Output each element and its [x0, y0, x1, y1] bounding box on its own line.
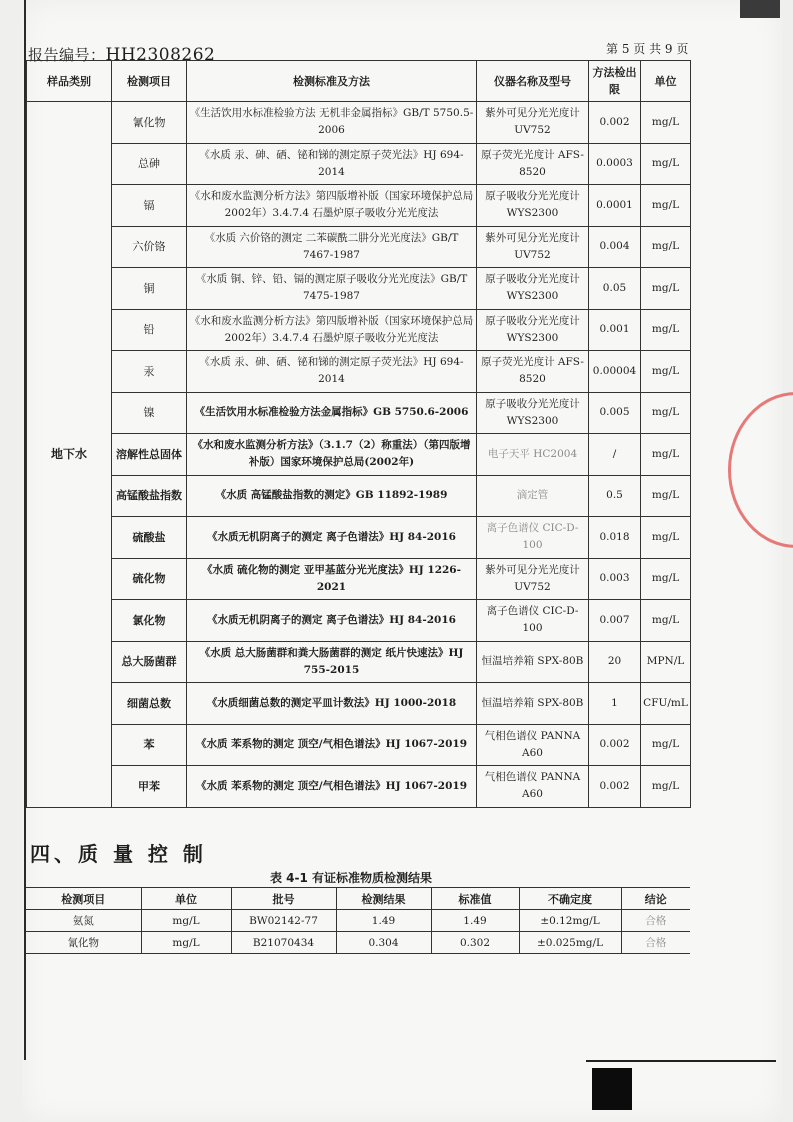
instrument-cell: 原子荧光光度计 AFS-8520 — [477, 143, 589, 185]
instrument-cell: 原子吸收分光光度计 WYS2300 — [477, 392, 589, 434]
instrument-cell: 离子色谱仪 CIC-D-100 — [477, 517, 589, 559]
detection-limit-cell: / — [589, 434, 641, 476]
instrument-cell: 紫外可见分光光度计 UV752 — [477, 226, 589, 268]
qc-col: 检测项目 — [26, 888, 141, 910]
method-row — [27, 102, 691, 144]
unit-cell: mg/L — [641, 268, 691, 310]
instrument-cell: 紫外可见分光光度计 UV752 — [477, 102, 589, 144]
test-item-cell: 铅 — [112, 309, 187, 351]
standard-method-cell: 《水质 苯系物的测定 顶空/气相色谱法》HJ 1067-2019 — [187, 724, 477, 766]
method-row — [27, 641, 691, 683]
test-item-cell: 甲苯 — [112, 766, 187, 808]
test-item-cell: 溶解性总固体 — [112, 434, 187, 476]
test-item-cell: 硫酸盐 — [112, 517, 187, 559]
detection-limit-cell: 0.003 — [589, 558, 641, 600]
method-row — [27, 226, 691, 268]
col-instrument: 仪器名称及型号 — [477, 61, 589, 102]
test-item-cell: 汞 — [112, 351, 187, 393]
qc-cell: 氨氮 — [26, 910, 141, 932]
footer-black-mark — [592, 1068, 632, 1110]
method-row — [27, 475, 691, 517]
standard-method-cell: 《水质 苯系物的测定 顶空/气相色谱法》HJ 1067-2019 — [187, 766, 477, 808]
standard-method-cell: 《水质 铜、锌、铅、镉的测定原子吸收分光光度法》GB/T 7475-1987 — [187, 268, 477, 310]
unit-cell: mg/L — [641, 558, 691, 600]
detection-limit-cell: 0.002 — [589, 102, 641, 144]
instrument-cell: 紫外可见分光光度计 UV752 — [477, 558, 589, 600]
test-item-cell: 铜 — [112, 268, 187, 310]
section-title: 四、质 量 控 制 — [30, 842, 207, 866]
qc-cell: ±0.12mg/L — [519, 910, 621, 932]
col-sample-type: 样品类别 — [27, 61, 112, 102]
qc-cell: B21070434 — [231, 932, 336, 954]
col-standard-method: 检测标准及方法 — [187, 61, 477, 102]
method-row — [27, 185, 691, 227]
standard-method-cell: 《水和废水监测分析方法》（3.1.7（2）称重法）（第四版增补版）国家环境保护总局(2002年) — [187, 434, 477, 476]
method-row — [27, 392, 691, 434]
qc-col: 批号 — [231, 888, 336, 910]
qc-cell: 1.49 — [336, 910, 431, 932]
method-row — [27, 517, 691, 559]
unit-cell: mg/L — [641, 185, 691, 227]
unit-cell: CFU/mL — [641, 683, 691, 725]
qc-col: 标准值 — [431, 888, 519, 910]
detection-limit-cell: 0.5 — [589, 475, 641, 517]
qc-cell: mg/L — [141, 910, 231, 932]
test-item-cell: 镍 — [112, 392, 187, 434]
unit-cell: mg/L — [641, 351, 691, 393]
detection-limit-cell: 0.005 — [589, 392, 641, 434]
method-row — [27, 558, 691, 600]
unit-cell: mg/L — [641, 102, 691, 144]
test-item-cell: 六价铬 — [112, 226, 187, 268]
qc-table — [26, 887, 690, 954]
qc-cell: BW02142-77 — [231, 910, 336, 932]
instrument-cell: 电子天平 HC2004 — [477, 434, 589, 476]
unit-cell: mg/L — [641, 475, 691, 517]
report-number-value: HH2308262 — [105, 45, 216, 65]
test-item-cell: 镉 — [112, 185, 187, 227]
standard-method-cell: 《生活饮用水标准检验方法金属指标》GB 5750.6-2006 — [187, 392, 477, 434]
standard-method-cell: 《水质 汞、砷、硒、铋和锑的测定原子荧光法》HJ 694-2014 — [187, 143, 477, 185]
method-row — [27, 683, 691, 725]
qc-table-caption: 表 4-1 有证标准物质检测结果 — [270, 871, 433, 885]
unit-cell: mg/L — [641, 309, 691, 351]
qc-cell: 1.49 — [431, 910, 519, 932]
instrument-cell: 原子吸收分光光度计 WYS2300 — [477, 268, 589, 310]
qc-col: 检测结果 — [336, 888, 431, 910]
detection-limit-cell: 0.05 — [589, 268, 641, 310]
unit-cell: mg/L — [641, 766, 691, 808]
unit-cell: mg/L — [641, 517, 691, 559]
instrument-cell: 恒温培养箱 SPX-80B — [477, 683, 589, 725]
detection-limit-cell: 1 — [589, 683, 641, 725]
unit-cell: MPN/L — [641, 641, 691, 683]
detection-limit-cell: 0.004 — [589, 226, 641, 268]
scan-corner-mark — [740, 0, 780, 18]
method-row — [27, 351, 691, 393]
standard-method-cell: 《水质 汞、砷、硒、铋和锑的测定原子荧光法》HJ 694-2014 — [187, 351, 477, 393]
unit-cell: mg/L — [641, 434, 691, 476]
test-item-cell: 高锰酸盐指数 — [112, 475, 187, 517]
instrument-cell: 原子吸收分光光度计 WYS2300 — [477, 309, 589, 351]
test-item-cell: 总大肠菌群 — [112, 641, 187, 683]
detection-limit-cell: 0.002 — [589, 766, 641, 808]
standard-method-cell: 《水质无机阴离子的测定 离子色谱法》HJ 84-2016 — [187, 517, 477, 559]
method-row — [27, 434, 691, 476]
instrument-cell: 恒温培养箱 SPX-80B — [477, 641, 589, 683]
qc-row — [26, 910, 690, 932]
test-item-cell: 总砷 — [112, 143, 187, 185]
standard-method-cell: 《水质 硫化物的测定 亚甲基蓝分光光度法》HJ 1226-2021 — [187, 558, 477, 600]
test-item-cell: 氯化物 — [112, 600, 187, 642]
method-table-header — [27, 61, 691, 102]
test-item-cell: 硫化物 — [112, 558, 187, 600]
qc-table-header — [26, 888, 690, 910]
qc-cell: 合格 — [621, 932, 690, 954]
method-row — [27, 143, 691, 185]
qc-cell: 0.302 — [431, 932, 519, 954]
unit-cell: mg/L — [641, 600, 691, 642]
test-item-cell: 苯 — [112, 724, 187, 766]
method-row — [27, 766, 691, 808]
standard-method-cell: 《水和废水监测分析方法》第四版增补版（国家环境保护总局2002年）3.4.7.4 石墨炉原子吸收分光光度法 — [187, 309, 477, 351]
method-table — [26, 60, 691, 808]
instrument-cell: 气相色谱仪 PANNA A60 — [477, 766, 589, 808]
test-item-cell: 细菌总数 — [112, 683, 187, 725]
method-row — [27, 309, 691, 351]
sample-type-cell: 地下水 — [27, 102, 112, 808]
detection-limit-cell: 0.0003 — [589, 143, 641, 185]
instrument-cell: 原子吸收分光光度计 WYS2300 — [477, 185, 589, 227]
col-test-item: 检测项目 — [112, 61, 187, 102]
detection-limit-cell: 0.001 — [589, 309, 641, 351]
unit-cell: mg/L — [641, 724, 691, 766]
standard-method-cell: 《生活饮用水标准检验方法 无机非金属指标》GB/T 5750.5-2006 — [187, 102, 477, 144]
qc-cell: 合格 — [621, 910, 690, 932]
detection-limit-cell: 0.0001 — [589, 185, 641, 227]
qc-row — [26, 932, 690, 954]
qc-col: 结论 — [621, 888, 690, 910]
detection-limit-cell: 0.00004 — [589, 351, 641, 393]
method-row — [27, 268, 691, 310]
qc-cell: mg/L — [141, 932, 231, 954]
instrument-cell: 原子荧光光度计 AFS-8520 — [477, 351, 589, 393]
instrument-cell: 气相色谱仪 PANNA A60 — [477, 724, 589, 766]
unit-cell: mg/L — [641, 143, 691, 185]
footer-rule — [586, 1060, 776, 1062]
standard-method-cell: 《水质 总大肠菌群和粪大肠菌群的测定 纸片快速法》HJ 755-2015 — [187, 641, 477, 683]
qc-cell: 氰化物 — [26, 932, 141, 954]
col-unit: 单位 — [641, 61, 691, 102]
detection-limit-cell: 0.007 — [589, 600, 641, 642]
standard-method-cell: 《水质无机阴离子的测定 离子色谱法》HJ 84-2016 — [187, 600, 477, 642]
instrument-cell: 离子色谱仪 CIC-D-100 — [477, 600, 589, 642]
standard-method-cell: 《水质细菌总数的测定平皿计数法》HJ 1000-2018 — [187, 683, 477, 725]
unit-cell: mg/L — [641, 226, 691, 268]
instrument-cell: 滴定管 — [477, 475, 589, 517]
report-number-label: 报告编号： — [28, 46, 106, 64]
standard-method-cell: 《水质 高锰酸盐指数的测定》GB 11892-1989 — [187, 475, 477, 517]
test-item-cell: 氰化物 — [112, 102, 187, 144]
qc-cell: 0.304 — [336, 932, 431, 954]
method-row — [27, 724, 691, 766]
unit-cell: mg/L — [641, 392, 691, 434]
detection-limit-cell: 20 — [589, 641, 641, 683]
qc-col: 不确定度 — [519, 888, 621, 910]
method-row — [27, 600, 691, 642]
detection-limit-cell: 0.018 — [589, 517, 641, 559]
standard-method-cell: 《水质 六价铬的测定 二苯碳酰二肼分光光度法》GB/T 7467-1987 — [187, 226, 477, 268]
standard-method-cell: 《水和废水监测分析方法》第四版增补版（国家环境保护总局2002年）3.4.7.4 石墨炉原子吸收分光光度法 — [187, 185, 477, 227]
detection-limit-cell: 0.002 — [589, 724, 641, 766]
qc-col: 单位 — [141, 888, 231, 910]
qc-cell: ±0.025mg/L — [519, 932, 621, 954]
col-detection-limit: 方法检出限 — [589, 61, 641, 102]
page-indicator: 第 5 页 共 9 页 — [606, 42, 689, 56]
